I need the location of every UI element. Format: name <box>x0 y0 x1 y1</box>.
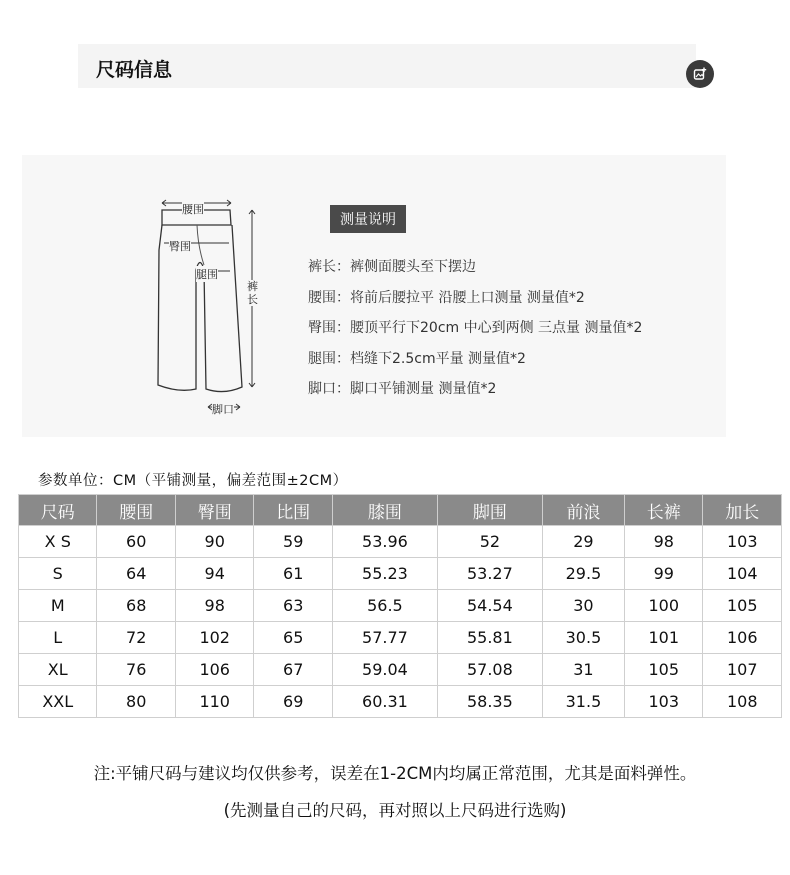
measure-item: 臀围：腰顶平行下20cm 中心到两侧 三点量 测量值*2 <box>308 320 643 336</box>
table-cell: 104 <box>703 558 782 590</box>
measure-item: 裤长：裤侧面腰头至下摆边 <box>308 259 476 275</box>
table-header-cell: 加长 <box>703 495 782 526</box>
table-cell: 108 <box>703 686 782 718</box>
table-cell: 98 <box>625 526 703 558</box>
table-cell: 58.35 <box>437 686 542 718</box>
diagram-label-hip: 臀围 <box>169 240 191 253</box>
table-cell: XL <box>19 654 97 686</box>
table-cell: 99 <box>625 558 703 590</box>
table-row <box>19 558 782 590</box>
size-table <box>18 494 782 718</box>
table-cell: 98 <box>175 590 253 622</box>
table-cell: 103 <box>703 526 782 558</box>
table-row <box>19 654 782 686</box>
table-cell: 56.5 <box>332 590 437 622</box>
table-header-cell: 长裤 <box>625 495 703 526</box>
table-header-cell: 脚围 <box>437 495 542 526</box>
table-cell: 68 <box>97 590 175 622</box>
table-row <box>19 686 782 718</box>
measure-item: 腿围：档缝下2.5cm平量 测量值*2 <box>308 350 526 367</box>
note-advice: (先测量自己的尺码，再对照以上尺码进行选购) <box>223 801 567 820</box>
table-cell: 65 <box>254 622 332 654</box>
table-cell: 63 <box>254 590 332 622</box>
table-cell: 103 <box>625 686 703 718</box>
table-cell: 61 <box>254 558 332 590</box>
table-row <box>19 590 782 622</box>
table-cell: 30 <box>542 590 624 622</box>
diagram-label-waist: 腰围 <box>182 203 204 216</box>
table-cell: 57.77 <box>332 622 437 654</box>
params-unit-text: 参数单位：CM（平铺测量，偏差范围±2CM） <box>38 473 348 489</box>
measurement-guide <box>22 155 726 437</box>
table-cell: 94 <box>175 558 253 590</box>
table-cell: S <box>19 558 97 590</box>
table-cell: 100 <box>625 590 703 622</box>
table-cell: 107 <box>703 654 782 686</box>
table-cell: 101 <box>625 622 703 654</box>
table-cell: X S <box>19 526 97 558</box>
table-cell: 80 <box>97 686 175 718</box>
table-cell: L <box>19 622 97 654</box>
measure-title: 测量说明 <box>330 205 406 233</box>
table-header-cell: 前浪 <box>542 495 624 526</box>
table-cell: 90 <box>175 526 253 558</box>
table-cell: 60.31 <box>332 686 437 718</box>
table-cell: 53.27 <box>437 558 542 590</box>
table-cell: 53.96 <box>332 526 437 558</box>
table-cell: 106 <box>175 654 253 686</box>
table-cell: 55.81 <box>437 622 542 654</box>
diagram-label-hem: 脚口 <box>212 403 234 416</box>
table-cell: 60 <box>97 526 175 558</box>
table-cell: 29.5 <box>542 558 624 590</box>
table-cell: 55.23 <box>332 558 437 590</box>
table-header-cell: 比围 <box>254 495 332 526</box>
table-cell: 30.5 <box>542 622 624 654</box>
table-cell: XXL <box>19 686 97 718</box>
page-title: 尺码信息 <box>96 59 173 81</box>
table-row <box>19 622 782 654</box>
table-row <box>19 526 782 558</box>
table-cell: 105 <box>625 654 703 686</box>
table-cell: 106 <box>703 622 782 654</box>
pants-outline-icon <box>134 175 284 425</box>
table-cell: 105 <box>703 590 782 622</box>
table-cell: 29 <box>542 526 624 558</box>
table-cell: 64 <box>97 558 175 590</box>
edit-image-button[interactable] <box>686 60 714 88</box>
table-cell: M <box>19 590 97 622</box>
note-disclaimer: 注:平铺尺码与建议均仅供参考，误差在1-2CM内均属正常范围，尤其是面料弹性。 <box>93 764 697 783</box>
table-header-cell: 腰围 <box>97 495 175 526</box>
measure-item: 脚口：脚口平铺测量 测量值*2 <box>308 381 497 397</box>
table-cell: 102 <box>175 622 253 654</box>
table-cell: 59.04 <box>332 654 437 686</box>
table-header-cell: 尺码 <box>19 495 97 526</box>
measure-item: 腰围：将前后腰拉平 沿腰上口测量 测量值*2 <box>308 289 585 306</box>
table-header-cell: 臀围 <box>175 495 253 526</box>
table-cell: 72 <box>97 622 175 654</box>
diagram-label-thigh: 腿围 <box>196 268 218 281</box>
table-cell: 76 <box>97 654 175 686</box>
table-cell: 110 <box>175 686 253 718</box>
measure-list <box>308 252 642 405</box>
table-cell: 52 <box>437 526 542 558</box>
table-cell: 69 <box>254 686 332 718</box>
table-header-row <box>19 495 782 526</box>
table-cell: 57.08 <box>437 654 542 686</box>
table-cell: 59 <box>254 526 332 558</box>
table-header-cell: 膝围 <box>332 495 437 526</box>
diagram-label-length: 裤长 <box>247 280 258 306</box>
table-cell: 67 <box>254 654 332 686</box>
pants-diagram <box>134 175 284 425</box>
table-cell: 31 <box>542 654 624 686</box>
table-cell: 54.54 <box>437 590 542 622</box>
edit-image-icon <box>693 67 707 81</box>
table-cell: 31.5 <box>542 686 624 718</box>
